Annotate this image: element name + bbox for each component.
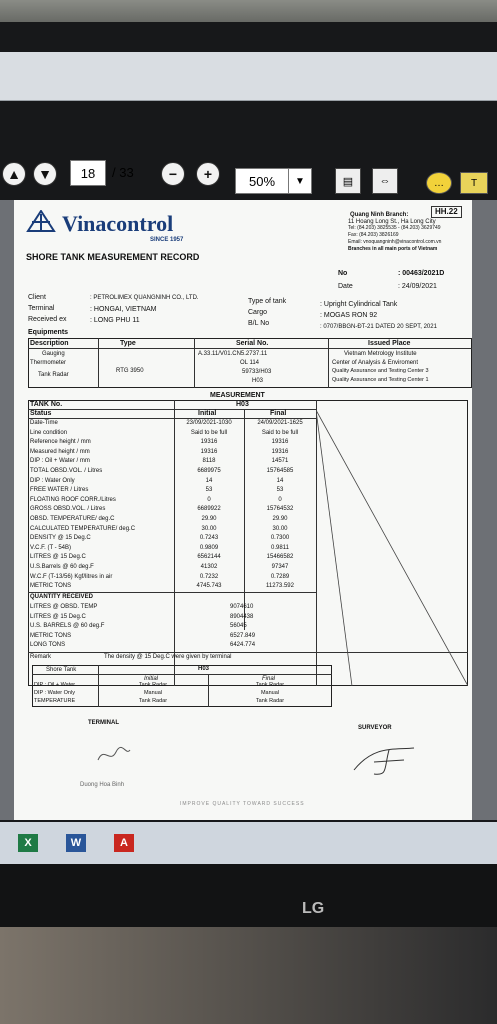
brand-name: Vinacontrol (62, 211, 174, 236)
vinacontrol-logo-icon (26, 210, 56, 232)
page-total: / 33 (112, 165, 134, 180)
received-value: : LONG PHU 11 (90, 317, 140, 324)
table-row: LITRES @ OBSD. TEMP 9074610 (30, 604, 254, 610)
monitor-brand-logo: LG (302, 900, 325, 917)
quantity-received-label: QUANTITY RECEIVED (30, 594, 93, 600)
table-row: Measured height / mm 19316 19316 (30, 448, 289, 455)
no-value: : 00463/2021D (398, 270, 445, 277)
bl-value: : 0707/BBGN-ĐT-21 DATED 20 SEPT, 2021 (320, 324, 437, 330)
table-row: DENSITY @ 15 Deg.C 0.7243 0.7300 (30, 535, 290, 542)
branch-name: Quang Ninh Branch: (350, 212, 409, 218)
eq-header-issued: Issued Place (368, 340, 411, 347)
shore-final-header: Final (262, 676, 276, 682)
terminal-label: Terminal (28, 305, 55, 312)
table-row: OBSD. TEMPERATURE/ deg.C 29.90 29.90 (30, 515, 288, 522)
remark-value: The density @ 15 Deg.C were given by terminal (104, 654, 232, 660)
word-icon[interactable]: W (66, 834, 86, 852)
shore-tank-label: Shore Tank (46, 667, 77, 673)
status-label: Status (30, 410, 52, 417)
eq-row-issued: Center of Analysis & Enviroment (332, 360, 419, 366)
page-current: 18 (80, 165, 96, 181)
shore-rows (34, 681, 332, 705)
desk-background (0, 927, 497, 1024)
table-row: METRIC TONS 4745.743 11273.592 (30, 583, 294, 590)
eq-row-description: Tank Radar (38, 372, 69, 378)
signer-name: Duong Hoa Binh (80, 782, 125, 788)
measurement-rows (30, 419, 316, 592)
table-row: METRIC TONS 6527.849 (30, 632, 256, 639)
cargo-value: : MOGAS RON 92 (320, 312, 378, 319)
zoom-in-icon[interactable]: + (196, 162, 220, 186)
received-label: Received ex (28, 316, 67, 323)
brand-since: SINCE 1957 (150, 237, 184, 243)
fit-width-icon[interactable]: ⇔ (372, 168, 398, 194)
strike-lines (316, 410, 468, 686)
eq-row-type: RTG 3950 (116, 368, 144, 374)
tank-no-value: H03 (236, 401, 249, 408)
table-row: LITRES @ 15 Deg.C 6562144 15466582 (30, 554, 294, 561)
table-row: Line condition Said to be full Said to be full (30, 429, 299, 436)
date-label: Date (338, 283, 353, 290)
table-row: TEMPERATURE Tank Radar Tank Radar (34, 698, 285, 704)
comment-icon[interactable]: … (426, 172, 452, 194)
terminal-value: : HONGAI, VIETNAM (90, 306, 157, 313)
table-row: U.S.Barrels @ 60 deg.F 41302 97347 (30, 563, 289, 570)
no-label: No (338, 270, 348, 277)
final-header: Final (270, 410, 287, 417)
page-number-input[interactable] (70, 160, 106, 186)
terminal-signature-label: TERMINAL (88, 720, 119, 726)
shore-initial-header: Initial (144, 676, 159, 682)
monitor-lower-bezel (0, 864, 497, 929)
table-row: LONG TONS 6424.774 (30, 642, 256, 649)
excel-icon[interactable]: X (18, 834, 38, 852)
eq-row-description: Thermometer (30, 360, 67, 366)
fit-page-icon[interactable]: ▤ (335, 168, 361, 194)
eq-row-issued: Quality Assurance and Testing Center 3 (332, 368, 429, 374)
equipments-label: Equipments (28, 329, 69, 336)
page-down-icon[interactable]: ▼ (33, 162, 57, 186)
highlight-icon[interactable]: T (460, 172, 488, 194)
eq-header-description: Description (30, 340, 69, 347)
table-row: W.C.F (T-13/56) Kgf/litres in air 0.7232 0.7289 (30, 573, 290, 580)
branch-network: Branches in all main ports of Vietnam (348, 246, 438, 252)
branch-fax: Fax: (84.203) 3826169 (348, 232, 399, 238)
pdf-reader-icon[interactable]: A (114, 834, 134, 852)
table-row: DIP : Water Only 14 14 (30, 477, 284, 484)
document-page (14, 200, 472, 820)
table-row: DIP : Oil + Water Tank Radar Tank Radar (34, 682, 285, 688)
quantity-rows (30, 603, 316, 651)
zoom-value: 50% (248, 173, 276, 189)
table-row: Date-Time 23/09/2021-1030 24/09/2021-1625 (30, 420, 303, 426)
form-code: HH.22 (431, 206, 462, 218)
pdf-toolbar (0, 52, 497, 101)
surveyor-signature (344, 740, 424, 780)
initial-header: Initial (198, 410, 217, 417)
bl-label: B/L No (248, 320, 270, 327)
type-tank-value: : Upright Cylindrical Tank (320, 301, 398, 308)
table-row: DIP : Water Only Manual Manual (34, 690, 280, 696)
client-value: : PETROLIMEX QUANGNINH CO., LTD. (90, 295, 199, 301)
table-row: DIP : Oil + Water / mm 8118 14571 (30, 458, 289, 465)
eq-header-serial: Serial No. (236, 340, 269, 347)
date-value: : 24/09/2021 (398, 283, 437, 290)
document-title: SHORE TANK MEASUREMENT RECORD (26, 252, 200, 262)
tank-no-label: TANK No. (30, 401, 63, 408)
zoom-select[interactable] (235, 168, 289, 194)
surveyor-signature-label: SURVEYOR (358, 725, 392, 731)
eq-row-serial: A.33.11/V01.CN5.2737.11 (198, 351, 268, 357)
document-viewport[interactable] (0, 200, 497, 820)
table-row: GROSS OBSD.VOL. / Litres 6689922 15764532 (30, 506, 294, 513)
eq-row-issued: Quality Assurance and Testing Center 1 (332, 377, 429, 383)
table-row: FLOATING ROOF CORR./Litres 0 0 (30, 496, 282, 503)
page-up-icon[interactable]: ▲ (2, 162, 26, 186)
type-tank-label: Type of tank (248, 298, 287, 305)
branch-tel: Tel: (84.203) 3825535 - (84.203) 3629749 (348, 225, 441, 231)
table-row: V.C.F. (T - 54B) 0.9809 0.9811 (30, 544, 289, 551)
table-row: LITRES @ 15 Deg.C 8904438 (30, 613, 254, 620)
table-row: TOTAL OBSD.VOL. / Litres 6689975 15764585 (30, 467, 294, 474)
shore-tank-value: H03 (198, 666, 210, 672)
remark-label: Remark (30, 654, 52, 660)
table-row: Reference height / mm 19316 19316 (30, 439, 289, 446)
table-row: FREE WATER / Litres 53 53 (30, 487, 284, 494)
chevron-down-icon[interactable]: ▼ (288, 168, 312, 194)
terminal-signature (94, 742, 134, 766)
measurement-heading: MEASUREMENT (210, 392, 265, 399)
table-row: CALCULATED TEMPERATURE/ deg.C 30.00 30.00 (30, 525, 288, 532)
table-row: U.S. BARRELS @ 60 deg.F 56045 (30, 623, 247, 630)
branch-address: 11 Hoang Long St., Ha Long City (348, 219, 436, 225)
eq-row-description: Gauging (42, 351, 65, 357)
eq-row-issued: Vietnam Metrology Institute (344, 351, 417, 357)
eq-row-serial: 59733/H03 (242, 369, 272, 375)
eq-row-serial: OL 114 (240, 360, 260, 366)
cargo-label: Cargo (248, 309, 268, 316)
client-label: Client (28, 294, 46, 301)
eq-row-serial: H03 (252, 378, 264, 384)
branch-email: Email: vnoquangninh@vinacontrol.com.vn (348, 239, 442, 245)
eq-header-type: Type (120, 340, 136, 347)
zoom-out-icon[interactable]: − (161, 162, 185, 186)
slogan: IMPROVE QUALITY TOWARD SUCCESS (180, 801, 305, 807)
